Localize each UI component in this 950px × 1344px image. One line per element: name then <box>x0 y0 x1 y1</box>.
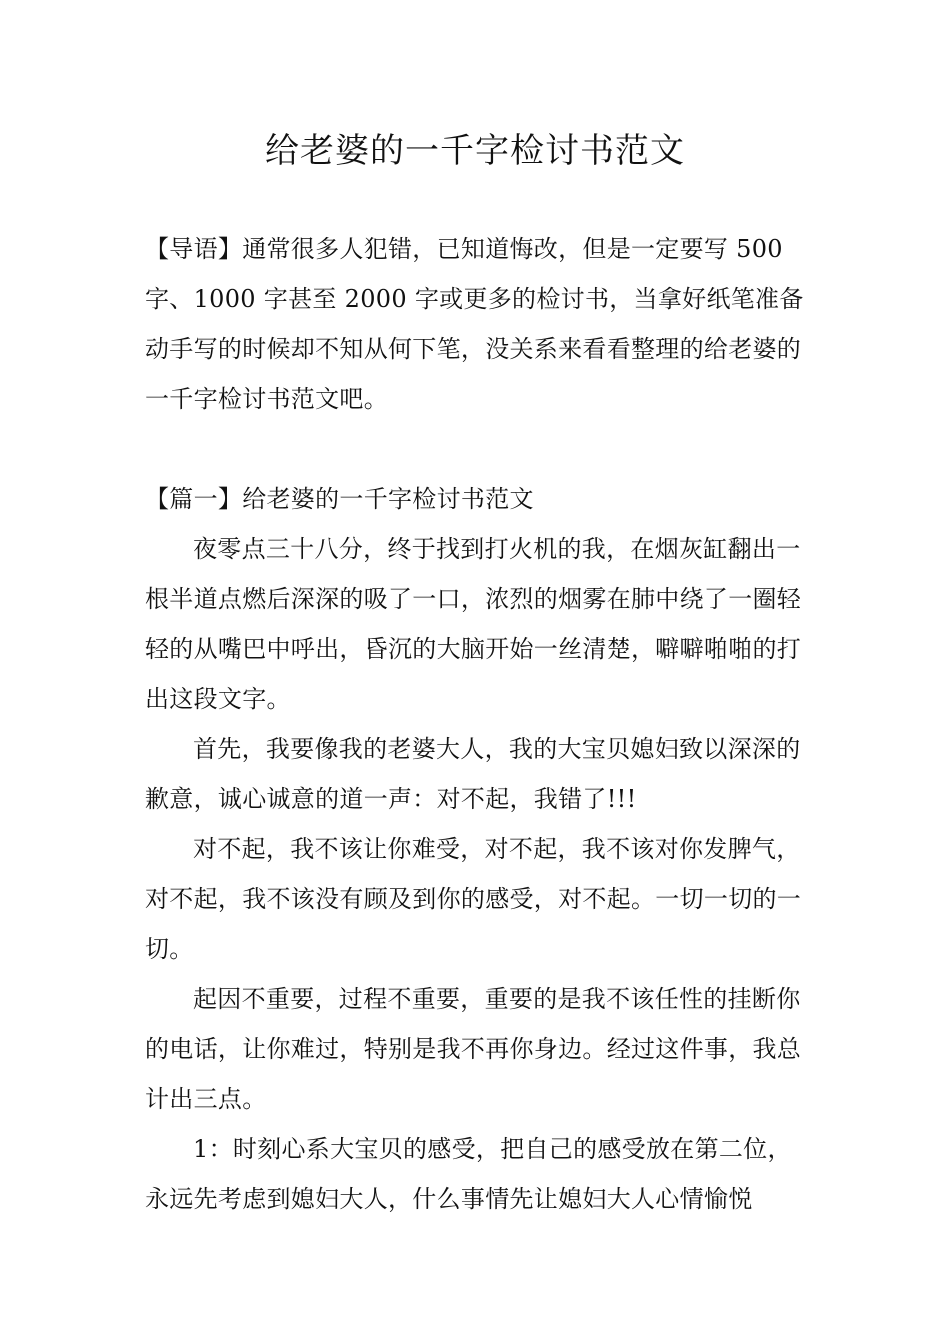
document-title: 给老婆的一千字检讨书范文 <box>265 131 685 171</box>
section-content <box>145 524 815 1224</box>
body-paragraph: 1：时刻心系大宝贝的感受，把自己的感受放在第二位，永远先考虑到媳妇大人，什么事情先让媳妇大人心情愉悦 <box>145 1135 792 1213</box>
body-paragraph: 首先，我要像我的老婆大人，我的大宝贝媳妇致以深深的歉意，诚心诚意的道一声：对不起，我错了!!! <box>145 735 801 813</box>
body-paragraph: 夜零点三十八分，终于找到打火机的我，在烟灰缸翻出一根半道点燃后深深的吸了一口，浓烈的烟雾在肺中绕了一圈轻轻的从嘴巴中呼出，昏沉的大脑开始一丝清楚，噼噼啪啪的打出这段文字。 <box>145 535 802 713</box>
body-paragraph: 对不起，我不该让你难受，对不起，我不该对你发脾气，对不起，我不该没有顾及到你的感受，对不起。一切一切的一切。 <box>145 835 802 963</box>
section-heading: 【篇一】给老婆的一千字检讨书范文 <box>145 485 534 513</box>
intro-paragraph: 【导语】通常很多人犯错，已知道悔改，但是一定要写 500 字、1000 字甚至 2000 字或更多的检讨书，当拿好纸笔准备动手写的时候却不知从何下笔，没关系来看看整理的给老婆的一千字检讨书范文吧。 <box>145 235 804 413</box>
body-paragraph: 起因不重要，过程不重要，重要的是我不该任性的挂断你的电话，让你难过，特别是我不再你身边。经过这件事，我总计出三点。 <box>145 985 802 1113</box>
